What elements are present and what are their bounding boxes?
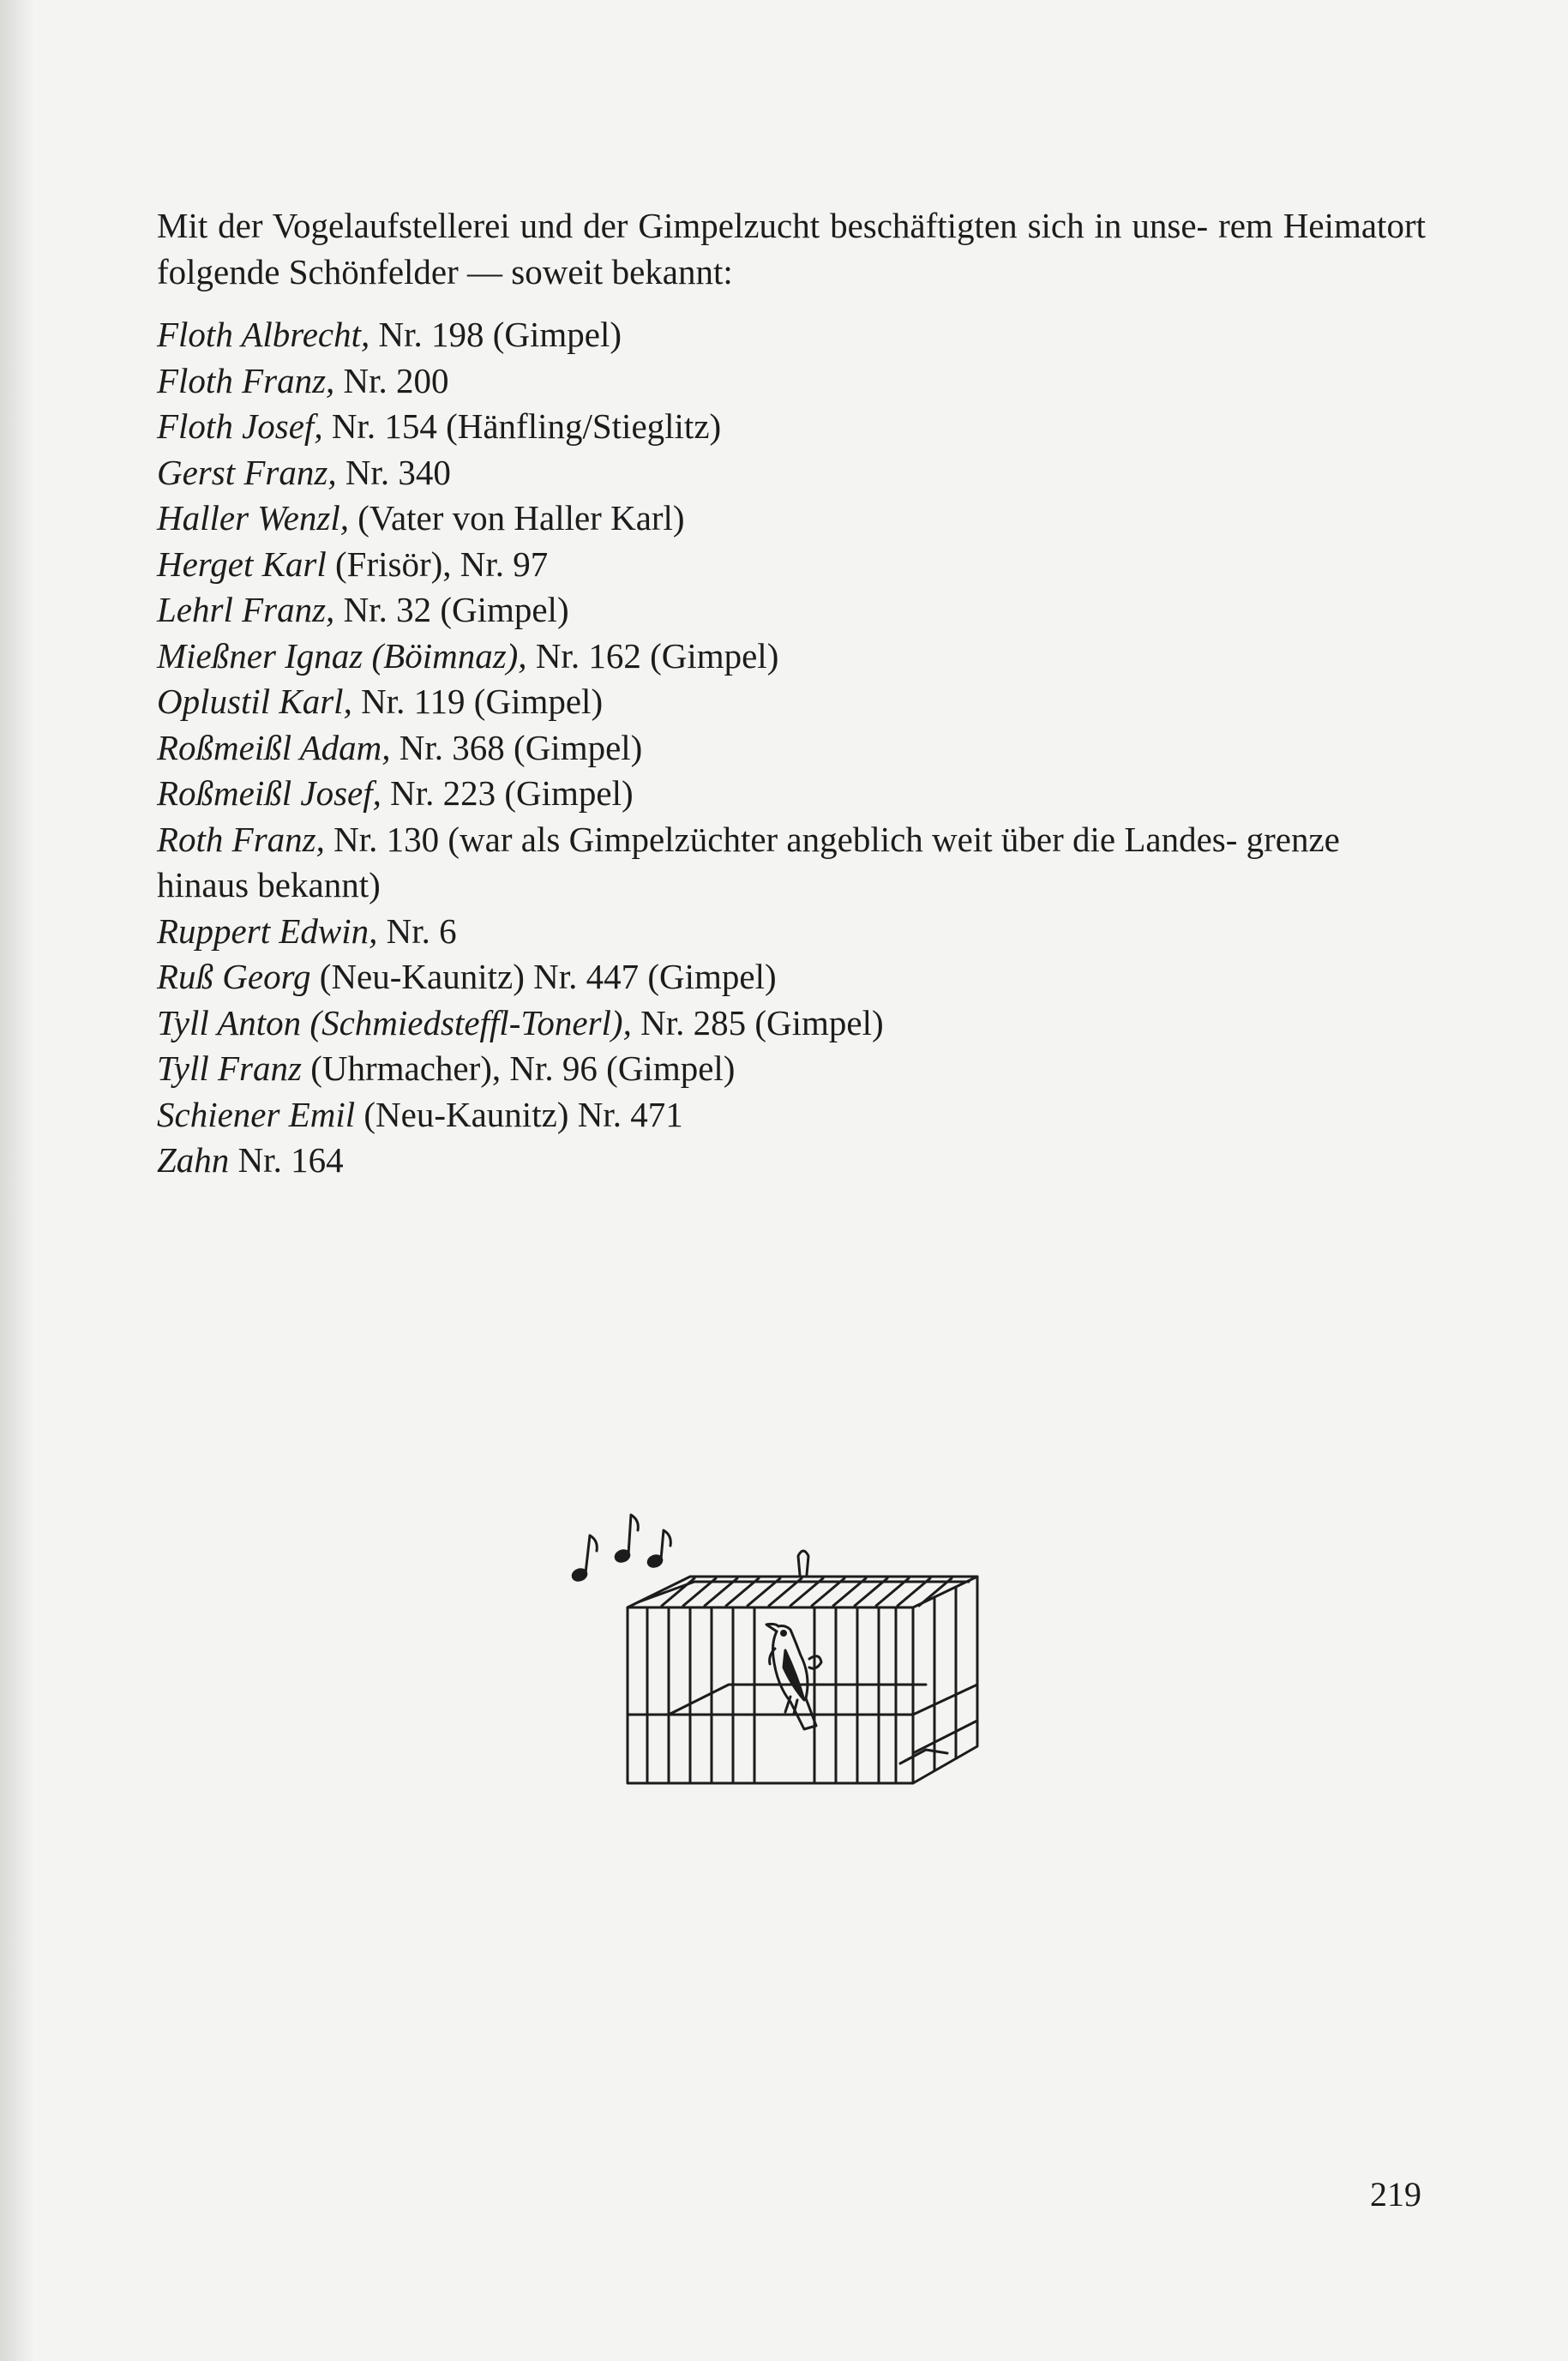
list-item bbox=[157, 312, 1426, 358]
entry-details: (Frisör), Nr. 97 bbox=[326, 544, 549, 584]
entry-name: Ruppert Edwin, bbox=[157, 910, 378, 951]
list-item bbox=[157, 679, 1426, 725]
entry-name: Mießner Ignaz (Böimnaz), bbox=[157, 635, 527, 676]
entry-name: Roth Franz, bbox=[157, 819, 325, 859]
entry-details: Nr. 198 (Gimpel) bbox=[369, 315, 622, 354]
list-item bbox=[157, 634, 1426, 680]
intro-paragraph: Mit der Vogelaufstellerei und der Gimpelzucht beschäftigten sich in unse- rem Heimatort folgende Schönfelder — soweit bekannt: bbox=[157, 206, 1426, 291]
entry-name: Tyll Anton (Schmiedsteffl-Tonerl), bbox=[157, 1002, 632, 1042]
list-item bbox=[157, 1138, 1426, 1184]
entry-details: Nr. 119 (Gimpel) bbox=[351, 682, 604, 721]
entry-name: Herget Karl bbox=[157, 544, 327, 584]
entry-name: Floth Franz, bbox=[157, 360, 335, 400]
entry-details: (Uhrmacher), Nr. 96 (Gimpel) bbox=[301, 1048, 736, 1088]
entry-name: Floth Josef, bbox=[157, 406, 323, 446]
entry-details: Nr. 32 (Gimpel) bbox=[334, 590, 569, 629]
page-number: 219 bbox=[1370, 2175, 1421, 2214]
entry-details: (Vater von Haller Karl) bbox=[348, 498, 685, 538]
list-item bbox=[157, 954, 1426, 1000]
list-item bbox=[157, 358, 1426, 405]
cage-icon bbox=[628, 1551, 977, 1783]
entry-details: Nr. 6 bbox=[377, 910, 457, 951]
entry-details: Nr. 368 (Gimpel) bbox=[390, 727, 643, 767]
entry-name: Floth Albrecht, bbox=[157, 315, 370, 354]
entry-name: Ruß Georg bbox=[157, 957, 311, 996]
entry-details: (Neu-Kaunitz) Nr. 447 (Gimpel) bbox=[310, 957, 777, 996]
list-item bbox=[157, 1000, 1426, 1047]
list-item bbox=[157, 542, 1426, 588]
entry-details: Nr. 200 bbox=[334, 360, 449, 400]
entry-name: Haller Wenzl, bbox=[157, 498, 349, 538]
list-item bbox=[157, 404, 1426, 450]
entry-details: (Neu-Kaunitz) Nr. 471 bbox=[355, 1094, 683, 1134]
entry-name: Lehrl Franz, bbox=[157, 590, 335, 629]
page-content bbox=[157, 202, 1426, 1184]
entry-name: Roßmeißl Josef, bbox=[157, 773, 381, 813]
list-item bbox=[157, 1092, 1426, 1138]
entry-name: Tyll Franz bbox=[157, 1048, 302, 1088]
entry-details: Nr. 285 (Gimpel) bbox=[631, 1002, 884, 1042]
bird-cage-illustration bbox=[566, 1496, 994, 1796]
entry-details: Nr. 154 (Hänfling/Stieglitz) bbox=[322, 406, 722, 446]
page-edge-shadow bbox=[0, 0, 34, 2361]
entry-name: Zahn bbox=[157, 1140, 230, 1180]
entry-details: Nr. 130 (war als Gimpelzüchter angeblich weit über die Landes- grenze hinaus bekannt) bbox=[157, 819, 1340, 904]
entry-details: Nr. 162 (Gimpel) bbox=[526, 635, 779, 676]
list-item bbox=[157, 771, 1426, 817]
list-item bbox=[157, 1046, 1426, 1092]
entry-name: Oplustil Karl, bbox=[157, 682, 352, 721]
list-item bbox=[157, 450, 1426, 496]
entry-name: Schiener Emil bbox=[157, 1094, 356, 1134]
music-notes-icon bbox=[571, 1515, 670, 1582]
entry-details: Nr. 223 (Gimpel) bbox=[381, 773, 634, 813]
entry-details: Nr. 164 bbox=[229, 1140, 344, 1180]
list-item bbox=[157, 496, 1426, 542]
list-item bbox=[157, 909, 1426, 955]
list-item bbox=[157, 587, 1426, 634]
list-item bbox=[157, 725, 1426, 772]
breeder-list bbox=[157, 312, 1426, 1184]
entry-name: Roßmeißl Adam, bbox=[157, 727, 391, 767]
list-item bbox=[157, 817, 1426, 909]
entry-name: Gerst Franz, bbox=[157, 452, 337, 492]
entry-details: Nr. 340 bbox=[336, 452, 451, 492]
